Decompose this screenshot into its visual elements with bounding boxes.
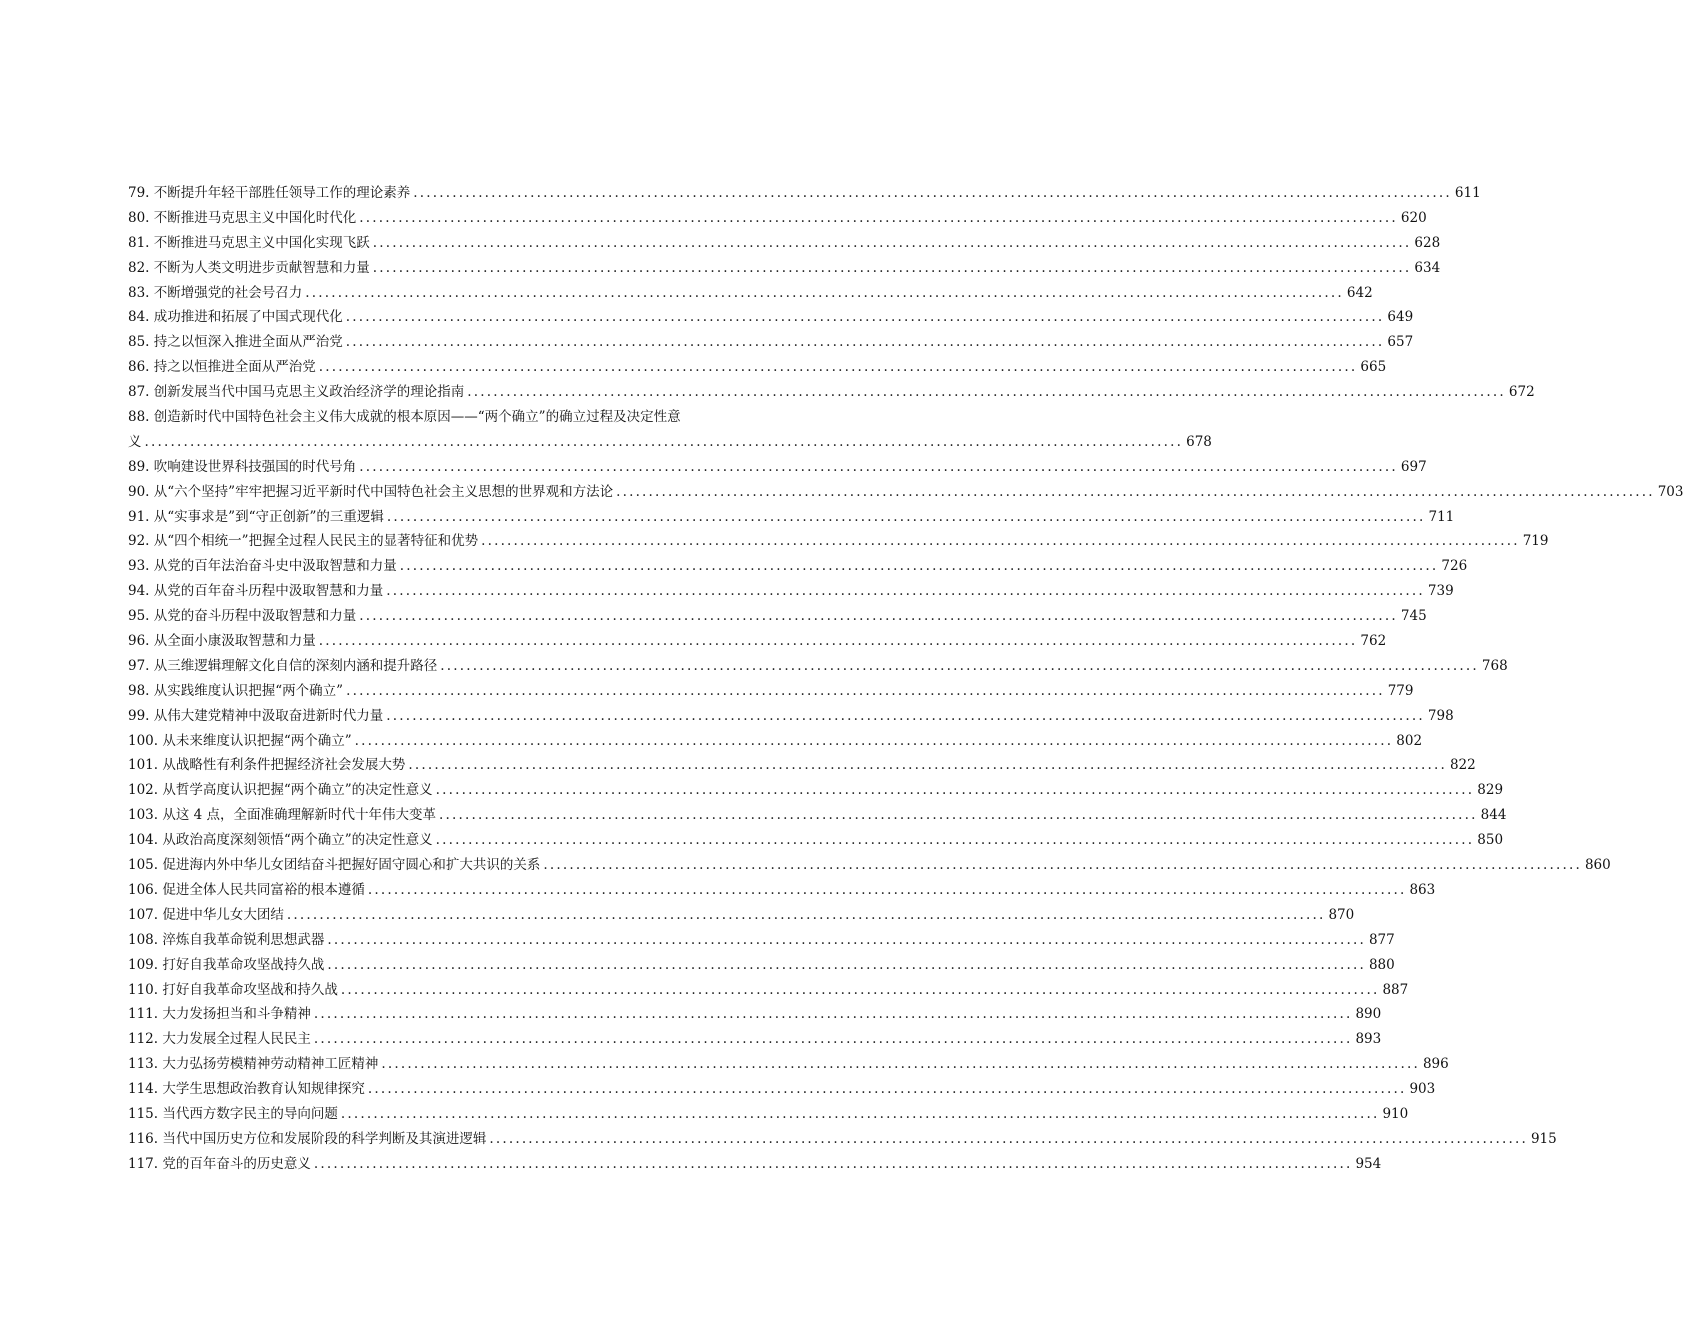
dot-leader [368,1077,1407,1102]
toc-entry-title: 从“四个相统一”把握全过程人民民主的显著特征和优势 [153,533,479,550]
toc-entry[interactable] [128,928,1395,953]
toc-entry-page-number: 739 [1427,583,1454,600]
toc-entry[interactable] [128,256,1441,281]
toc-entry-title: 从实践维度认识把握“两个确立” [153,682,344,699]
toc-entry-page-number: 870 [1328,906,1355,923]
toc-entry[interactable] [128,953,1395,978]
toc-entry[interactable] [128,355,1387,380]
toc-entry-page-number: 611 [1454,185,1481,201]
toc-entry-page-number: 678 [1186,433,1212,450]
dot-leader [440,654,1479,679]
toc-entry-page-number: 915 [1530,1130,1557,1147]
toc-entry-page-number: 890 [1355,1006,1382,1023]
dot-leader [341,978,1380,1003]
dot-leader [145,430,1184,455]
toc-entry-number: 115. [128,1105,159,1122]
toc-entry[interactable] [128,1027,1382,1052]
toc-entry-number: 114. [128,1081,159,1098]
dot-leader [543,853,1582,878]
toc-entry-number: 104. [128,832,159,849]
toc-entry-title: 从三维逻辑理解文化自信的深刻内涵和提升路径 [153,657,438,674]
toc-entry-number: 101. [128,757,159,774]
toc-entry-number: 103. [128,807,159,824]
toc-entry[interactable] [128,181,1481,206]
toc-entry-title: 党的百年奋斗的历史意义 [162,1155,311,1172]
toc-entry-page-number: 863 [1409,881,1436,898]
dot-leader [327,953,1366,978]
toc-entry-page-number: 642 [1346,284,1373,301]
dot-leader [467,380,1506,405]
toc-entry-title: 不断推进马克思主义中国化时代化 [153,209,357,226]
toc-entry-title: 不断推进马克思主义中国化实现飞跃 [153,234,370,251]
toc-entry-page-number: 887 [1382,981,1409,998]
dot-leader [373,256,1412,281]
toc-entry-page-number: 779 [1387,682,1414,699]
toc-entry[interactable] [128,305,1414,330]
toc-entry-number: 88. [128,409,150,426]
toc-entry[interactable] [128,1152,1382,1177]
toc-entry-title: 从战略性有利条件把握经济社会发展大势 [162,757,406,774]
dot-leader [436,778,1475,803]
toc-entry-page-number: 844 [1480,807,1507,824]
toc-entry[interactable] [128,679,1414,704]
dot-leader [381,1052,1420,1077]
toc-entry-title-continued: 义 [128,433,142,450]
toc-entry-page-number: 880 [1368,956,1395,973]
toc-entry-page-number: 860 [1584,857,1611,874]
dot-leader [287,903,1326,928]
toc-entry-title: 打好自我革命攻坚战和持久战 [162,981,338,998]
toc-entry-title: 促进全体人民共同富裕的根本遵循 [162,881,365,898]
toc-entry-title: 从这 4 点，全面准确理解新时代十年伟大变革 [162,807,437,824]
toc-entry[interactable] [128,629,1387,654]
toc-entry-page-number: 822 [1449,757,1476,774]
dot-leader [359,604,1398,629]
toc-entry-number: 85. [128,334,150,351]
toc-entry-page-number: 726 [1441,558,1468,575]
toc-entry-title: 大学生思想政治教育认知规律探究 [162,1081,365,1098]
toc-entry-title: 打好自我革命攻坚战持久战 [162,956,325,973]
toc-entry-number: 99. [128,707,150,724]
dot-leader [305,281,1344,306]
dot-leader [346,330,1385,355]
toc-entry-page-number: 896 [1422,1056,1449,1073]
toc-entry-page-number: 711 [1428,508,1455,525]
toc-entry[interactable] [128,455,1427,480]
toc-entry[interactable] [128,1077,1436,1102]
dot-leader [314,1027,1353,1052]
dot-leader [359,455,1398,480]
dot-leader [616,480,1655,505]
toc-entry-number: 112. [128,1031,159,1048]
toc-entry-title: 持之以恒推进全面从严治党 [153,359,316,376]
toc-entry[interactable] [128,480,1683,505]
toc-entry-number: 111. [128,1006,159,1023]
toc-entry-page-number: 657 [1387,334,1414,351]
toc-entry[interactable] [128,1127,1557,1152]
toc-entry[interactable] [128,604,1427,629]
toc-entry[interactable] [128,1102,1409,1127]
toc-entry-title: 创造新时代中国特色社会主义伟大成就的根本原因——“两个确立”的确立过程及决定性意 [153,409,681,426]
toc-entry-number: 96. [128,633,150,650]
toc-entry-title: 促进中华儿女大团结 [162,906,284,923]
toc-entry-number: 93. [128,558,150,575]
toc-entry-title: 从党的百年奋斗历程中汲取智慧和力量 [153,583,384,600]
toc-entry[interactable] [128,579,1454,604]
toc-entry-page-number: 910 [1382,1105,1409,1122]
toc-entry-number: 100. [128,732,159,749]
toc-entry-title: 成功推进和拓展了中国式现代化 [153,309,343,326]
toc-entry[interactable] [128,978,1409,1003]
toc-entry[interactable] [128,505,1455,530]
toc-entry[interactable] [128,405,1212,455]
dot-leader [346,305,1385,330]
toc-entry-page-number: 903 [1409,1081,1436,1098]
toc-entry-title: 从“实事求是”到“守正创新”的三重逻辑 [153,508,384,525]
toc-entry-title: 持之以恒深入推进全面从严治党 [153,334,343,351]
toc-entry-page-number: 703 [1657,483,1683,500]
toc-entry-number: 92. [128,533,150,550]
toc-entry-number: 107. [128,906,159,923]
dot-leader [319,355,1358,380]
toc-entry-number: 87. [128,384,150,401]
toc-entry[interactable] [128,654,1508,679]
toc-entry-number: 97. [128,657,150,674]
toc-entry-title: 大力发展全过程人民民主 [162,1031,311,1048]
dot-leader [327,928,1366,953]
toc-entry-page-number: 649 [1387,309,1414,326]
toc-entry-number: 81. [128,234,150,251]
toc-entry-page-number: 798 [1427,707,1454,724]
toc-entry-number: 94. [128,583,150,600]
toc-entry-page-number: 893 [1355,1031,1382,1048]
toc-entry-number: 110. [128,981,159,998]
toc-entry[interactable] [128,554,1468,579]
toc-entry-title: 从全面小康汲取智慧和力量 [153,633,316,650]
toc-entry[interactable] [128,878,1436,903]
toc-entry-page-number: 672 [1508,384,1535,401]
toc-entry[interactable] [128,231,1441,256]
dot-leader [314,1002,1353,1027]
dot-leader [413,181,1452,206]
dot-leader [373,231,1412,256]
toc-entry-page-number: 802 [1396,732,1423,749]
toc-entry-page-number: 634 [1414,259,1441,276]
toc-entry[interactable] [128,1002,1382,1027]
toc-entry-title: 不断提升年轻干部胜任领导工作的理论素养 [153,185,411,201]
toc-entry[interactable] [128,529,1549,554]
toc-entry-title: 淬炼自我革命锐利思想武器 [162,931,325,948]
toc-entry-title: 从未来维度认识把握“两个确立” [162,732,352,749]
dot-leader [481,529,1520,554]
toc-entry-number: 116. [128,1130,159,1147]
toc-entry-page-number: 762 [1360,633,1387,650]
dot-leader [386,579,1425,604]
toc-entry-number: 79. [128,185,150,201]
toc-entry-number: 90. [128,483,150,500]
toc-entry-title: 当代西方数字民主的导向问题 [162,1105,338,1122]
dot-leader [387,505,1426,530]
toc-entry-number: 89. [128,458,150,475]
toc-entry-title: 不断增强党的社会号召力 [153,284,303,301]
toc-entry-page-number: 620 [1400,209,1427,226]
toc-entry-page-number: 954 [1355,1155,1382,1172]
toc-entry-number: 105. [128,857,159,874]
toc-entry-title: 从哲学高度认识把握“两个确立”的决定性意义 [162,782,433,799]
toc-entry-title: 从“六个坚持”牢牢把握习近平新时代中国特色社会主义思想的世界观和方法论 [153,483,614,500]
toc-entry-page-number: 719 [1522,533,1549,550]
dot-leader [400,554,1439,579]
toc-entry[interactable] [128,206,1427,231]
toc-entry-title: 从伟大建党精神中汲取奋进新时代力量 [153,707,384,724]
toc-entry[interactable] [128,330,1414,355]
toc-entry-number: 84. [128,309,150,326]
toc-entry[interactable] [128,704,1454,729]
toc-entry[interactable] [128,803,1507,828]
toc-entry-page-number: 877 [1368,931,1395,948]
toc-entry-title: 创新发展当代中国马克思主义政治经济学的理论指南 [153,384,465,401]
toc-entry-number: 113. [128,1056,159,1073]
dot-leader [368,878,1407,903]
dot-leader [439,803,1478,828]
toc-entry[interactable] [128,778,1504,803]
toc-entry-number: 109. [128,956,159,973]
toc-entry-number: 83. [128,284,150,301]
toc-entry-number: 102. [128,782,159,799]
toc-entry-number: 98. [128,682,150,699]
dot-leader [386,704,1425,729]
toc-entry-title: 大力发扬担当和斗争精神 [162,1006,311,1023]
dot-leader [341,1102,1380,1127]
toc-entry[interactable] [128,853,1611,878]
toc-entry-number: 117. [128,1155,159,1172]
toc-entry-number: 80. [128,209,150,226]
dot-leader [408,753,1447,778]
toc-entry-title: 吹响建设世界科技强国的时代号角 [153,458,357,475]
toc-entry-title: 大力弘扬劳模精神劳动精神工匠精神 [162,1056,379,1073]
toc-entry-page-number: 829 [1477,782,1504,799]
toc-entry-page-number: 665 [1360,359,1387,376]
toc-entry-number: 106. [128,881,159,898]
toc-entry-number: 86. [128,359,150,376]
toc-entry-page-number: 628 [1414,234,1441,251]
toc-entry-title: 从政治高度深刻领悟“两个确立”的决定性意义 [162,832,433,849]
dot-leader [436,828,1475,853]
toc-entry-title: 当代中国历史方位和发展阶段的科学判断及其演进逻辑 [162,1130,487,1147]
toc-entry-title: 不断为人类文明进步贡献智慧和力量 [153,259,370,276]
toc-entry[interactable] [128,1052,1449,1077]
toc-entry[interactable] [128,828,1504,853]
toc-entry-page-number: 850 [1477,832,1504,849]
toc-entry[interactable] [128,903,1355,928]
dot-leader [489,1127,1528,1152]
toc-entry-title: 从党的奋斗历程中汲取智慧和力量 [153,608,357,625]
toc-entry[interactable] [128,729,1423,754]
toc-entry[interactable] [128,753,1476,778]
toc-entry-page-number: 697 [1400,458,1427,475]
dot-leader [359,206,1398,231]
toc-entry-page-number: 768 [1481,657,1508,674]
toc-entry-number: 108. [128,931,159,948]
dot-leader [314,1152,1353,1177]
toc-entry-page-number: 745 [1400,608,1427,625]
toc-entry[interactable] [128,380,1535,405]
toc-entry-number: 95. [128,608,150,625]
toc-entry-number: 82. [128,259,150,276]
toc-entry-title: 从党的百年法治奋斗史中汲取智慧和力量 [153,558,397,575]
table-of-contents [128,181,1683,1177]
dot-leader [346,679,1385,704]
dot-leader [355,729,1394,754]
dot-leader [319,629,1358,654]
toc-entry-number: 91. [128,508,150,525]
toc-entry[interactable] [128,281,1373,306]
toc-entry-title: 促进海内外中华儿女团结奋斗把握好固守圆心和扩大共识的关系 [162,857,541,874]
